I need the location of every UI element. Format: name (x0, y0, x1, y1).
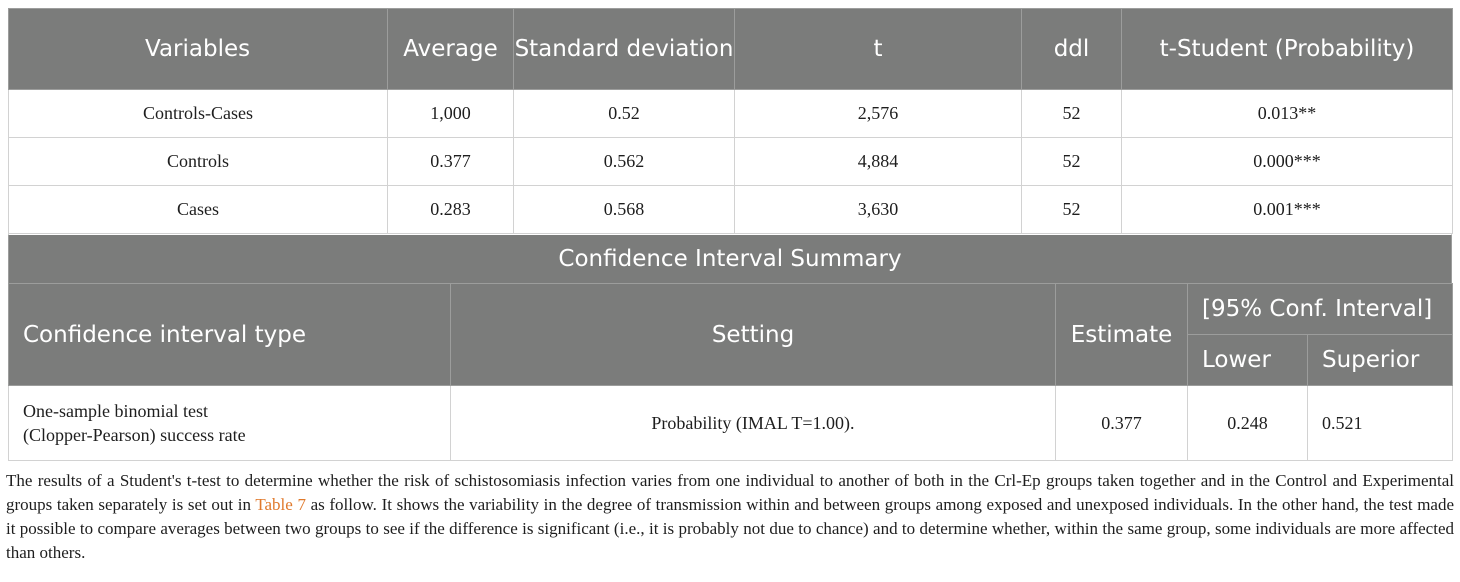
table-header-row (9, 9, 1453, 90)
header-setting: Setting (451, 284, 1056, 386)
interval-type-line: One-sample binomial test (23, 401, 208, 421)
header-standard-deviation: Standard deviation (514, 9, 735, 90)
table-row (9, 186, 1453, 234)
header-variables: Variables (9, 9, 388, 90)
cell-superior: 0.521 (1308, 386, 1453, 461)
table-row (9, 138, 1453, 186)
cell-ddl: 52 (1022, 90, 1122, 138)
cell-variable: Cases (9, 186, 388, 234)
cell-std: 0.568 (514, 186, 735, 234)
cell-std: 0.562 (514, 138, 735, 186)
table-header-row (9, 284, 1453, 335)
interval-type-line: (Clopper-Pearson) success rate (23, 425, 246, 445)
cell-ddl: 52 (1022, 138, 1122, 186)
cell-probability: 0.001*** (1122, 186, 1453, 234)
header-lower: Lower (1188, 335, 1308, 386)
table-caption (6, 469, 1454, 565)
header-confidence-interval-type: Confidence interval type (9, 284, 451, 386)
t-test-table (8, 8, 1453, 234)
cell-estimate: 0.377 (1056, 386, 1188, 461)
cell-average: 0.283 (388, 186, 514, 234)
cell-interval-type (9, 386, 451, 461)
header-ddl: ddl (1022, 9, 1122, 90)
header-t: t (735, 9, 1022, 90)
header-t-student-probability: t-Student (Probability) (1122, 9, 1453, 90)
header-superior: Superior (1308, 335, 1453, 386)
caption-text: as follow. It shows the variability in the degree of transmission within and between groups among exposed and unexposed individuals. In the other hand, the test made it possible to compare averages between two groups to see if the difference is significant (i.e., it is probably not due to chance) and to determine whether, within the same group, some individuals are more affected than others. (6, 495, 1455, 562)
table-row (9, 90, 1453, 138)
cell-probability: 0.000*** (1122, 138, 1453, 186)
cell-lower: 0.248 (1188, 386, 1308, 461)
cell-t: 2,576 (735, 90, 1022, 138)
cell-setting: Probability (IMAL T=1.00). (451, 386, 1056, 461)
section-title: Confidence Interval Summary (8, 234, 1452, 283)
table-row (9, 386, 1453, 461)
cell-average: 0.377 (388, 138, 514, 186)
cell-t: 3,630 (735, 186, 1022, 234)
table-link[interactable]: Table 7 (255, 495, 306, 514)
cell-variable: Controls-Cases (9, 90, 388, 138)
cell-average: 1,000 (388, 90, 514, 138)
cell-std: 0.52 (514, 90, 735, 138)
cell-probability: 0.013** (1122, 90, 1453, 138)
caption-text: The results of a Student's t-test to determine whether the risk of schistosomiasis infection varies from one individual to another of both in the Crl-Ep groups taken together and in the Control and Experimental groups taken separately is set out in (6, 471, 1454, 514)
table-figure (6, 8, 1455, 582)
header-estimate: Estimate (1056, 284, 1188, 386)
cell-ddl: 52 (1022, 186, 1122, 234)
cell-t: 4,884 (735, 138, 1022, 186)
header-conf-interval: [95% Conf. Interval] (1188, 284, 1453, 335)
header-average: Average (388, 9, 514, 90)
cell-variable: Controls (9, 138, 388, 186)
confidence-interval-table (8, 283, 1453, 461)
